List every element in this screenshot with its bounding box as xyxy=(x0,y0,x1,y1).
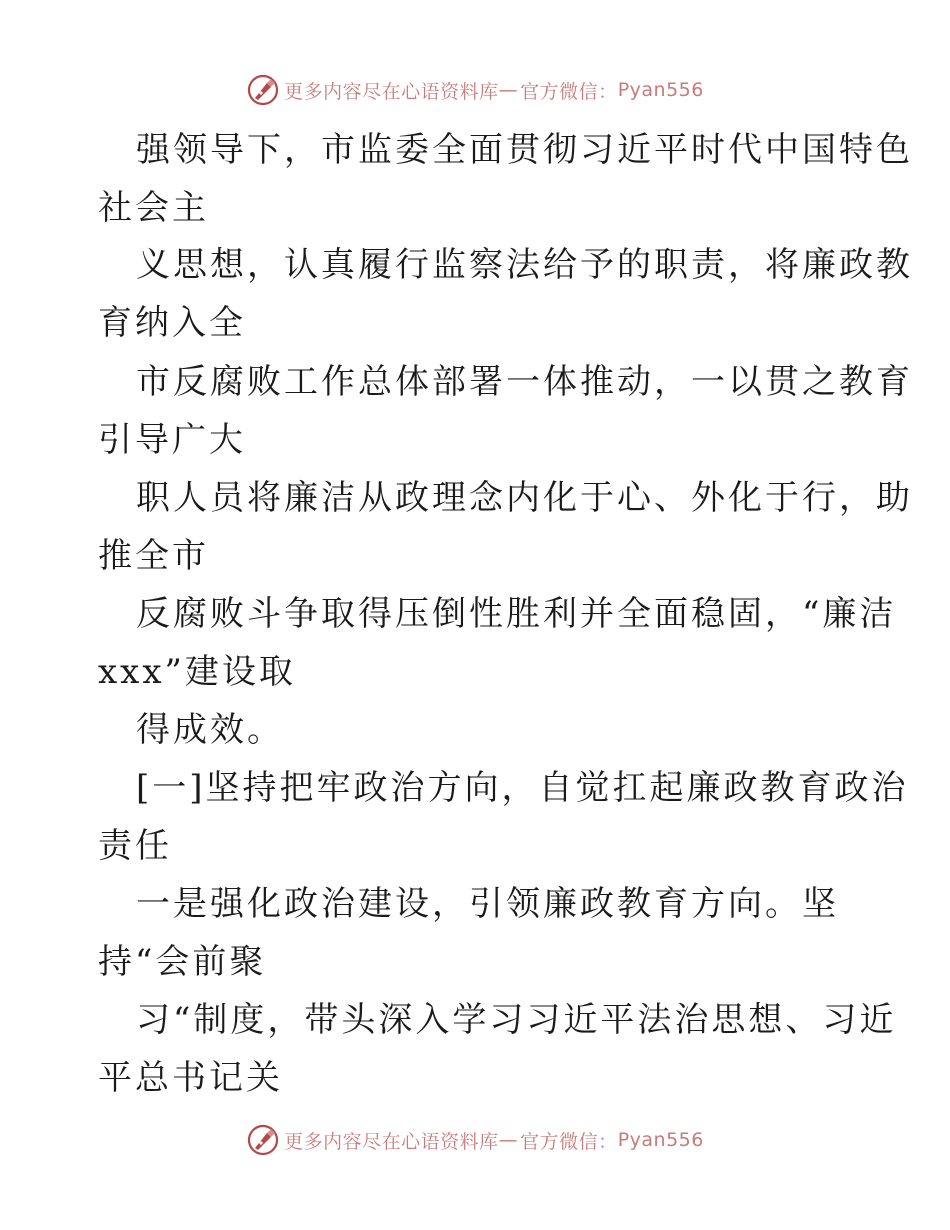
body-line: 平总书记关 xyxy=(98,1058,283,1098)
header-site-text: 更多内容尽在心语资料库 xyxy=(284,80,499,103)
body-line: 反腐败斗争取得压倒性胜利并全面稳固，“廉洁 xyxy=(136,594,897,634)
section-heading: [一]坚持把牢政治方向，自觉扛起廉政教育政治 xyxy=(136,768,909,808)
header-watermark-banner xyxy=(0,70,950,110)
footer-site-text: 更多内容尽在心语资料库 xyxy=(284,1130,499,1153)
body-line: xxx”建设取 xyxy=(98,652,296,692)
body-line: 育纳入全 xyxy=(98,303,246,343)
pen-nib-logo-icon xyxy=(246,1123,280,1157)
section-heading-continuation: 责任 xyxy=(98,826,172,866)
body-line: 引导广大 xyxy=(98,420,246,460)
footer-separator: — xyxy=(498,1129,519,1151)
header-separator: — xyxy=(498,79,519,101)
footer-wechat-id: Pyan556 xyxy=(617,1129,704,1151)
footer-watermark-banner xyxy=(0,1120,950,1160)
body-line: 推全市 xyxy=(98,536,209,576)
footer-wechat-label: 官方微信： xyxy=(520,1130,618,1153)
body-line: 强领导下，市监委全面贯彻习近平时代中国特色 xyxy=(136,130,913,170)
header-wechat-label: 官方微信： xyxy=(520,80,618,103)
body-line: 持“会前聚 xyxy=(98,942,267,982)
body-line: 一是强化政治建设，引领廉政教育方向。坚 xyxy=(136,884,839,924)
body-line: 社会主 xyxy=(98,188,209,228)
pen-nib-logo-icon xyxy=(246,73,280,107)
body-line: 义思想，认真履行监察法给予的职责，将廉政教 xyxy=(136,245,913,285)
body-line: 习“制度，带头深入学习习近平法治思想、习近 xyxy=(136,1000,897,1040)
body-line: 职人员将廉洁从政理念内化于心、外化于行，助 xyxy=(136,478,913,518)
header-wechat-id: Pyan556 xyxy=(617,79,704,101)
body-line: 市反腐败工作总体部署一体推动，一以贯之教育 xyxy=(136,362,913,402)
body-line: 得成效。 xyxy=(136,710,284,750)
